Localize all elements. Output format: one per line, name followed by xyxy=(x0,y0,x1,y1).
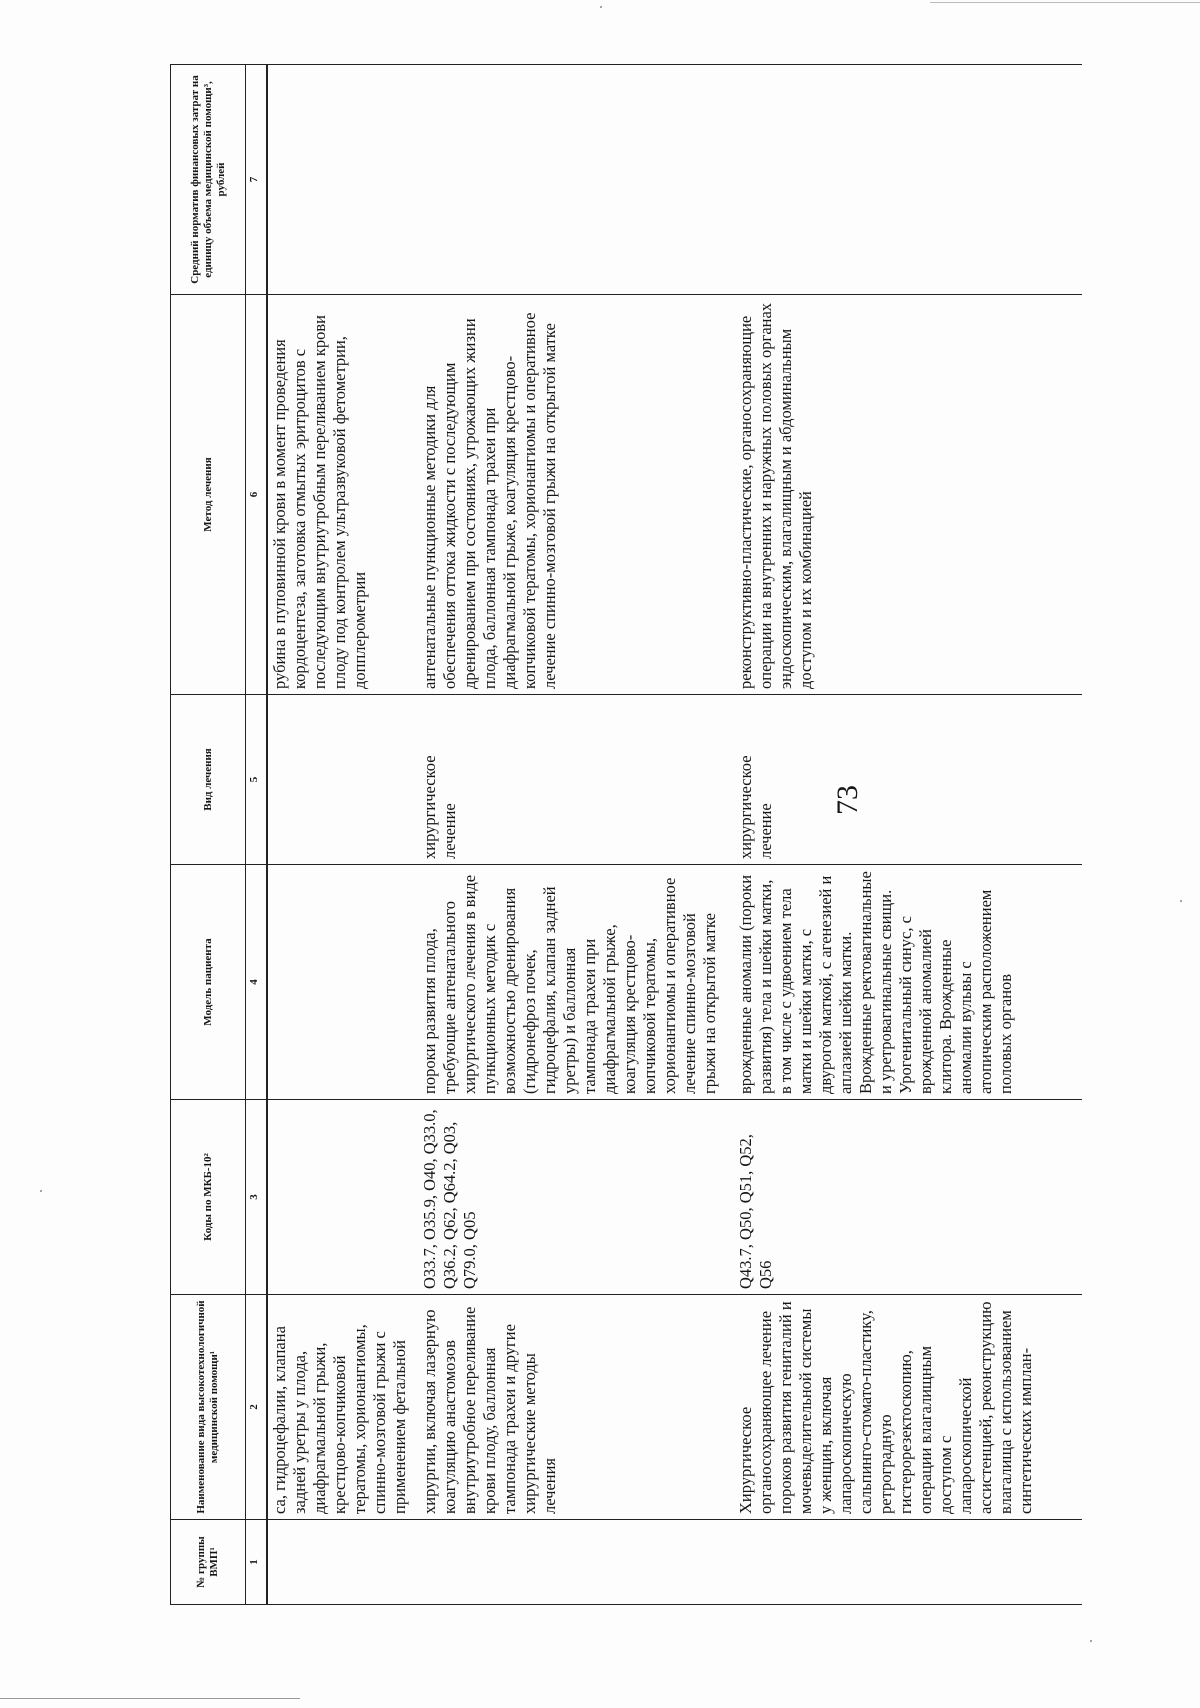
cell-codes xyxy=(267,1100,412,1295)
cell-method: рубина в пуповинной крови в момент проведения кордоцентеза, заготовка отмытых эритроцитов с последующим внутриутробным переливанием крови плоду под контролем ультразвуковой фетометрии, допплерометрии xyxy=(267,295,412,695)
cell-codes: Q43.7, Q50, Q51, Q52, Q56 xyxy=(722,1100,1038,1295)
cell-name: хирургии, включая лазерную коагуляцию анастомозов внутриутробное переливание крови плоду, баллонная тампонада трахеи и другие хирургические методы лечения xyxy=(412,1295,722,1520)
column-number: 3 xyxy=(246,1100,268,1295)
scan-speck xyxy=(1090,1640,1092,1642)
cell-model: врожденные аномалии (пороки развития) тела и шейки матки, в том числе с удвоением тела матки и шейки матки, с двурогой маткой, с агенезией и аплазией шейки матки. Врожденные ректовагинальные и уретровагинальные свищи. Урогенитальный синус, с врожденной аномалией клитора. Врожденные аномалии вульвы с атопическим расположением половых органов xyxy=(722,865,1038,1100)
page-number: 73 xyxy=(831,785,864,815)
scan-speck xyxy=(40,1190,42,1192)
cell-model xyxy=(267,865,412,1100)
spacer-cell xyxy=(1038,65,1082,295)
scan-speck xyxy=(600,6,602,8)
spacer-cell xyxy=(1038,295,1082,695)
rotated-page-content xyxy=(170,65,1120,1605)
cell-group xyxy=(722,1520,1038,1605)
spacer-cell xyxy=(1038,1295,1082,1520)
cell-method: антенатальные пункционные методики для обеспечения оттока жидкости с последующим дренированием при состояниях, угрожающих жизни плода, баллонная тампонада трахеи при диафрагмальной грыже, коагуляция крестцово-копчиковой тератомы, хорионангиомы и оперативное лечение спинно-мозговой грыжи на открытой матке xyxy=(412,295,722,695)
header-type: Вид лечения xyxy=(171,695,246,865)
cell-cost xyxy=(722,65,1038,295)
column-number: 5 xyxy=(246,695,268,865)
cell-method: реконструктивно-пластические, органосохраняющие операции на внутренних и наружных половых органах эндоскопическим, влагалищным и абдоминальным доступом и их комбинацией xyxy=(722,295,1038,695)
header-name: Наименование вида высокотехнологичной медицинской помощи¹ xyxy=(171,1295,246,1520)
table-row xyxy=(412,65,722,1605)
column-number: 2 xyxy=(246,1295,268,1520)
cell-model: пороки развития плода, требующие антенатального хирургического лечения в виде пункционных методик с возможностью дренирования (гидронефроз почек, гидроцефалия, клапан задней уретры) и баллонная тампонада трахеи при диафрагмальной грыже, коагуляция крестцово-копчиковой тератомы, хорионангиомы и оперативное лечение спинно-мозговой грыжи на открытой матке xyxy=(412,865,722,1100)
header-group: № группы ВМП¹ xyxy=(171,1520,246,1605)
header-row xyxy=(171,65,246,1605)
cell-codes: O33.7, O35.9, O40, Q33.0, Q36.2, Q62, Q64.2, Q03, Q79.0, Q05 xyxy=(412,1100,722,1295)
cell-type: хирургическое лечение xyxy=(412,695,722,865)
table-row xyxy=(722,65,1038,1605)
column-number: 7 xyxy=(246,65,268,295)
header-cost: Средний норматив финансовых затрат на единицу объема медицинской помощи³, рублей xyxy=(171,65,246,295)
scan-edge-line xyxy=(0,1698,300,1699)
header-model: Модель пациента xyxy=(171,865,246,1100)
cell-group xyxy=(267,1520,412,1605)
column-number: 6 xyxy=(246,295,268,695)
spacer-cell xyxy=(1038,1520,1082,1605)
cell-type: хирургическое лечение xyxy=(722,695,1038,865)
medical-care-table xyxy=(170,64,1082,1605)
spacer-cell xyxy=(1038,865,1082,1100)
cell-cost xyxy=(412,65,722,295)
cell-name: са, гидроцефалии, клапана задней уретры у плода, диафрагмальной грыжи, крестцово-копчиковой тератомы, хорионангиомы, спинно-мозговой грыжи с применением фетальной xyxy=(267,1295,412,1520)
column-number-row xyxy=(246,65,268,1605)
table-row-spacer xyxy=(1038,65,1082,1605)
header-codes: Коды по МКБ-10² xyxy=(171,1100,246,1295)
spacer-cell xyxy=(1038,1100,1082,1295)
cell-type xyxy=(267,695,412,865)
cell-name: Хирургическое органосохраняющее лечение пороков развития гениталий и мочевыделительной системы у женщин, включая лапароскопическую сальпинго-стомато-пластику, ретроградную гистерорезектоскопию, операции влагалищным доступом с лапароскопической ассистенцией, реконструкцию влагалища с использованием синтетических имплан- xyxy=(722,1295,1038,1520)
table-row xyxy=(267,65,412,1605)
header-method: Метод лечения xyxy=(171,295,246,695)
cell-group xyxy=(412,1520,722,1605)
spacer-cell xyxy=(1038,695,1082,865)
scan-speck xyxy=(1180,900,1182,902)
column-number: 4 xyxy=(246,865,268,1100)
scan-edge-line xyxy=(930,2,1200,3)
column-number: 1 xyxy=(246,1520,268,1605)
cell-cost xyxy=(267,65,412,295)
